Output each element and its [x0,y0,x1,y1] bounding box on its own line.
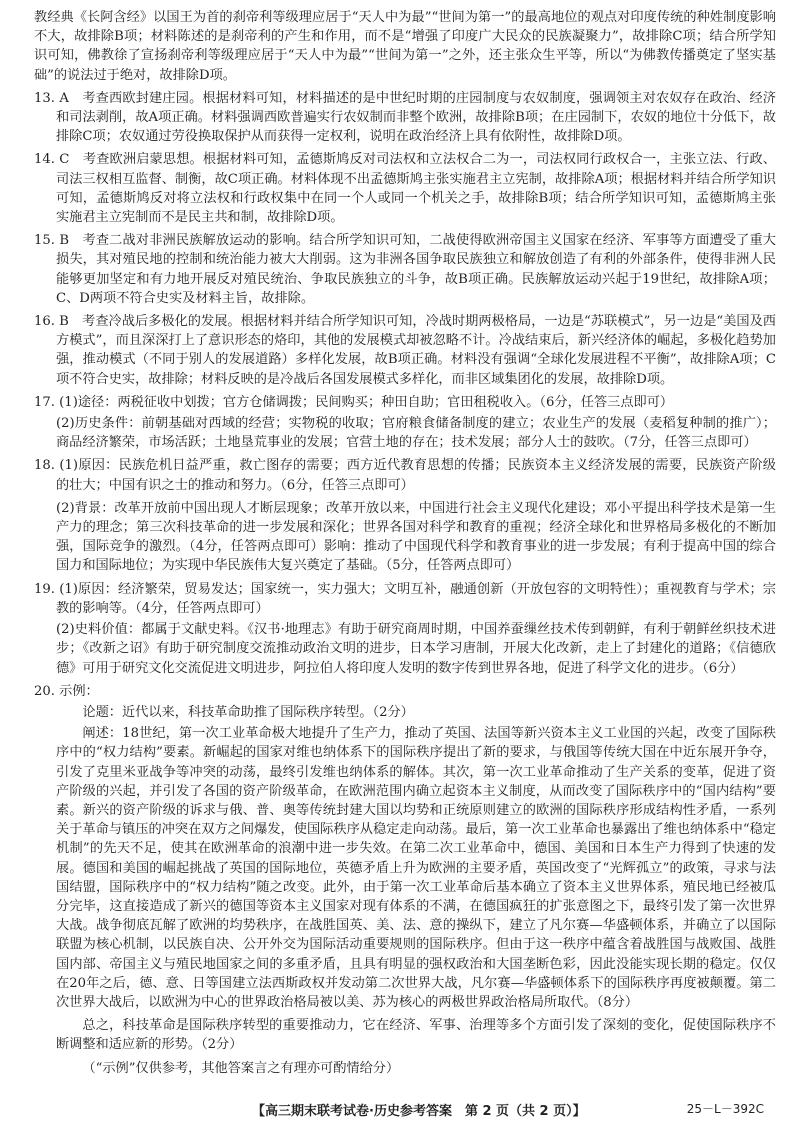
answer-14: 14. C 考查欧洲启蒙思想。根据材料可知，孟德斯鸠反对司法权和立法权合二为一，司法权同行政权合一，主张立法、行政、司法三权相互监督、制衡，故C项正确。材料体现不出孟德斯鸠主张实施君主立宪制，故排除A项；根据材料并结合所学知识可知，孟德斯鸠反对将立法权和行政权集中在同一个人或同一个机关之手，故排除B项；结合所学知识可知，孟德斯鸠主张实施君主立宪制而不是民主共和制，故排除D项。 [34,152,776,226]
footer-title: 【高三期末联考试卷·历史参考答案 第 2 页（共 2 页）】 [252,1104,586,1119]
answer-20-note: （“示例”仅供参考，其他答案言之有理亦可酌情给分） [82,1060,400,1076]
answer-17-part1: 17. (1)途径：两税征收中划拨；官方仓储调拨；民间购买；种田自助；官田租税收入。（6分，任答三点即可） [34,394,674,410]
answer-19-part1: 19. (1)原因：经济繁荣，贸易发达；国家统一，实力强大；文明互补，融通创新（开放包容的文明特性）；重视教育与学术；宗教的影响等。（4分，任答两点即可） [34,581,776,616]
answer-18-part1: 18. (1)原因：民族危机日益严重，救亡图存的需要；西方近代教育思想的传播；民族资本主义经济发展的需要，民族资产阶级的壮大；中国有识之士的推动和努力。（6分，任答三点即可） [34,458,776,493]
answer-content [34,8,776,1082]
answer-16: 16. B 考查冷战后多极化的发展。根据材料并结合所学知识可知，冷战时期两极格局，一边是“苏联模式”，另一边是“美国及西方模式”，而且深深打上了意识形态的烙印，其他的发展模式却被忽略不计。冷战结束后，新兴经济体的崛起，多极化趋势加强，推动模式（不同于别人的发展道路）多样化发展，故B项正确。材料没有强调“全球化发展进程不平衡”，故排除A项；C项不符合史实，故排除；材料反映的是冷战后各国发展模式多样化，而非区域集团化的发展，故排除D项。 [34,314,776,387]
answer-15: 15. B 考查二战对非洲民族解放运动的影响。结合所学知识可知，二战使得欧洲帝国主义国家在经济、军事等方面遭受了重大损失，其对殖民地的控制和统治能力被大大削弱。这为非洲各国争取民族独立和解放创造了有利的外部条件，使得非洲人民能够更加坚定和有力地开展反对殖民统治、争取民族独立的斗争，故B项正确。民族解放运动兴起于19世纪，故排除A项；C、D两项不符合史实及材料主旨，故排除。 [34,233,776,306]
answer-12-continuation: 教经典《长阿含经》以国王为首的刹帝利等级理应居于“天人中为最”“世间为第一”的最高地位的观点对印度传统的种姓制度影响不大，故排除B项；材料陈述的是刹帝利的产生和作用，而不是“增强了印度广大民众的民族凝聚力”，故排除C项；结合所学知识可知，佛教徐了宣扬刹帝利等级理应居于“天人中为最”“世间为第一”之外，还主张众生平等，所以“为佛教传播奠定了坚实基础”的说法过于绝对，故排除D项。 [34,10,776,83]
answer-17-part2: (2)历史条件：前朝基础对西域的经营；实物税的收取；官府粮食储备制度的建立；农业生产的发展（麦稻复种制的推广）；商品经济繁荣，市场活跃；土地垦荒事业的发展；官营土地的存在；技术发展；部分人士的鼓吹。（7分，任答三点即可） [56,416,776,451]
answer-20-heading: 20. 示例： [34,683,99,699]
answer-20-thesis: 论题：近代以来，科技革命助推了国际秩序转型。（2分） [82,704,414,720]
answer-20-argument: 阐述：18世纪，第一次工业革命极大地提升了生产力，推动了英国、法国等新兴资本主义工业国的兴起，改变了国际秩序中的“权力结构”要素。新崛起的国家对维也纳体系下的国际秩序提出了新的要求，与俄国等传统大国在中近东展开争夺，引发了克里米亚战争等冲突的动荡，最终引发维也纳体系的解体。其次，第一次工业革命推动了生产关系的变革，促进了资产阶级的兴起，并引发了各国的资产阶级革命，在欧洲范围内确立起资本主义制度，从而改变了国际秩序中的“国内结构”要素。新兴的资产阶级的诉求与俄、普、奥等传统封建大国以均势和正统原则建立的欧洲的国际秩序形成结构性矛盾，一系列关于革命与镇压的冲突在双方之间爆发，使国际秩序从稳定走向动荡。最后，第一次工业革命也暴露出了维也纳体系中“稳定机制”的先天不足，使其在欧洲革命的浪潮中进一步失效。在第二次工业革命中，德国、美国和日本生产力得到了快速的发展。德国和美国的崛起挑战了英国的国际地位，英德矛盾上升为欧洲的主要矛盾，英国改变了“光辉孤立”的政策，寻求与法国结盟，国际秩序中的“权力结构”随之改变。此外，由于第一次工业革命后基本确立了资本主义世界体系，殖民地已经被瓜分完毕，这直接造成了新兴的德国等资本主义国家对现有体系的不满，在德国疯狂的扩张意图之下，最终引发了第一次世界大战。战争彻底瓦解了欧洲的均势秩序，在战胜国英、美、法、意的操纵下，建立了凡尔赛—华盛顿体系，并确立了以国际联盟为核心机制，以民族自决、公开外交为国际活动重要规则的国际秩序。但由于这一秩序中蕴含着战胜国与战败国、战胜国内部、帝国主义与殖民地国家之间的多重矛盾，且具有明显的强权政治和大国垄断色彩，因此没能实现长期的稳定。仅仅在20年之后，德、意、日等国建立法西斯政权并发动第二次世界大战，凡尔赛—华盛顿体系下的国际秩序再度被颠覆。第二次世界大战后，以欧洲为中心的世界政治格局被以美、苏为核心的两极世界政治格局所取代。（8分） [56,726,776,1010]
footer-code: 25－L－392C [686,1102,764,1116]
page-footer [0,1098,800,1122]
answer-18-part2: (2)背景：改革开放前中国出现人才断层现象；改革开放以来，中国进行社会主义现代化建设；邓小平提出科学技术是第一生产力的理念；第三次科技革命的进一步发展和深化；世界各国对科学和教育的重视；经济全球化和世界格局多极化的不断加强，国际竞争的激烈。（4分，任答两点即可）影响：推动了中国现代科学和教育事业的进一步发展；有利于提高中国的综合国力和国际地位；为实现中华民族伟大复兴奠定了基础。（5分，任答两点即可） [56,500,776,574]
answer-19-part2: (2)史料价值：都属于文献史料。《汉书·地理志》有助于研究商周时期，中国养蚕缫丝技术传到朝鲜，有利于朝鲜丝织技术进步；《改新之诏》有助于研究制度交流推动政治文明的进步，日本学习唐制，开展大化改新，走上了封建化的道路；《信德欣德》可用于研究文化交流促进文明进步，阿拉伯人将印度人发明的数字传到世界各地，促进了科学文化的进步。（6分） [56,622,776,676]
answer-20-conclusion: 总之，科技革命是国际秩序转型的重要推动力，它在经济、军事、治理等多个方面引发了深刻的变化，促使国际秩序不断调整和适应新的形势。（2分） [56,1018,776,1053]
answer-13: 13. A 考查西欧封建庄园。根据材料可知，材料描述的是中世纪时期的庄园制度与农奴制度，强调领主对农奴存在政治、经济和司法剥削，故A项正确。材料强调西欧普遍实行农奴制而非整个欧洲，故排除B项；在庄园制下，农奴的地位十分低下，故排除C项；农奴通过劳役换取保护从而获得一定权利，说明在政治经济上具有依附性，故排除D项。 [34,90,776,145]
